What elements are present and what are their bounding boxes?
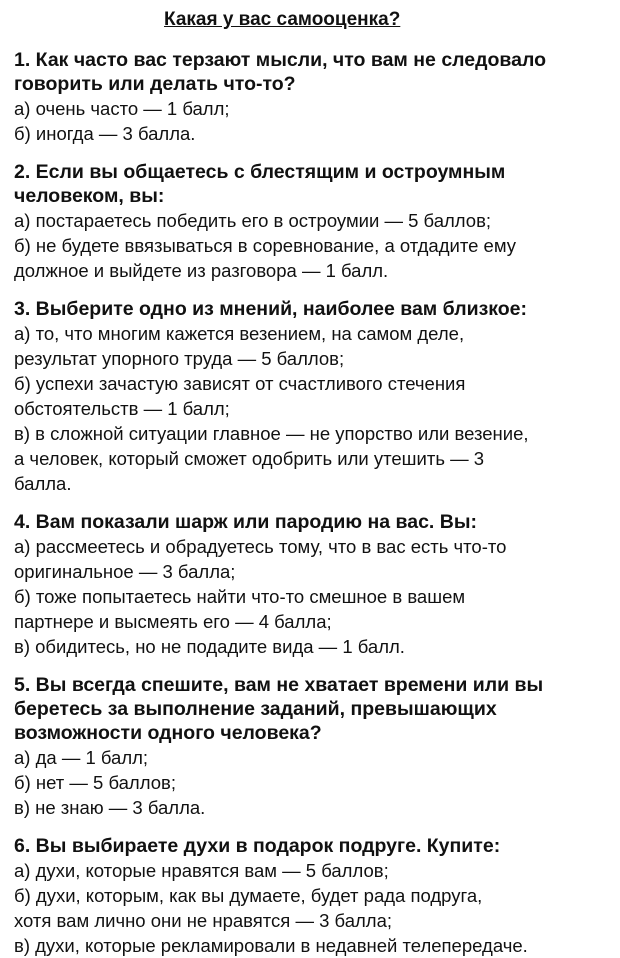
question-text-line: беретесь за выполнение заданий, превышающих [14, 698, 497, 720]
answer-option: в) духи, которые рекламировали в недавней телепередаче. [14, 935, 528, 956]
question-text-line: 2. Если вы общаетесь с блестящим и остроумным [14, 161, 506, 183]
answer-option: б) не будете ввязываться в соревнование, а отдадите ему [14, 235, 516, 256]
answer-option: б) успехи зачастую зависят от счастливого стечения [14, 373, 466, 394]
answer-option: б) нет — 5 баллов; [14, 772, 176, 793]
answer-option: б) тоже попытаетесь найти что-то смешное в вашем [14, 586, 466, 607]
question-2 [14, 160, 614, 283]
answer-option: должное и выйдете из разговора — 1 балл. [14, 260, 389, 281]
question-text-line: 6. Вы выбираете духи в подарок подруге. Купите: [14, 835, 501, 857]
answer-option: балла. [14, 473, 72, 494]
answer-option: а) постараетесь победить его в остроумии — 5 баллов; [14, 210, 492, 231]
answer-option: в) обидитесь, но не подадите вида — 1 балл. [14, 636, 405, 657]
answer-option: оригинальное — 3 балла; [14, 561, 236, 582]
answer-option: а) да — 1 балл; [14, 747, 149, 768]
question-4 [14, 510, 614, 659]
question-text-line: 3. Выберите одно из мнений, наиболее вам близкое: [14, 298, 528, 320]
quiz-document [14, 0, 614, 958]
answer-option: хотя вам лично они не нравятся — 3 балла; [14, 910, 393, 931]
question-text-line: говорить или делать что-то? [14, 73, 296, 95]
answer-option: а) то, что многим кажется везением, на самом деле, [14, 323, 465, 344]
answer-option: партнере и высмеять его — 4 балла; [14, 611, 332, 632]
question-6 [14, 834, 614, 958]
question-5 [14, 673, 614, 820]
question-text-line: 1. Как часто вас терзают мысли, что вам не следовало [14, 49, 547, 71]
answer-option: в) в сложной ситуации главное — не упорство или везение, [14, 423, 529, 444]
answer-option: б) иногда — 3 балла. [14, 123, 196, 144]
answer-option: б) духи, которым, как вы думаете, будет рада подруга, [14, 885, 483, 906]
page-title: Какая у вас самооценка? [164, 9, 401, 30]
question-text-line: 4. Вам показали шарж или пародию на вас. Вы: [14, 511, 477, 533]
answer-option: а) очень часто — 1 балл; [14, 98, 230, 119]
answer-option: обстоятельств — 1 балл; [14, 398, 230, 419]
answer-option: а) духи, которые нравятся вам — 5 баллов; [14, 860, 389, 881]
question-text-line: возможности одного человека? [14, 722, 322, 744]
question-1 [14, 48, 614, 146]
answer-option: результат упорного труда — 5 баллов; [14, 348, 345, 369]
question-3 [14, 297, 614, 496]
question-text-line: 5. Вы всегда спешите, вам не хватает времени или вы [14, 674, 544, 696]
answer-option: в) не знаю — 3 балла. [14, 797, 206, 818]
question-text-line: человеком, вы: [14, 185, 165, 207]
answer-option: а человек, который сможет одобрить или утешить — 3 [14, 448, 485, 469]
answer-option: а) рассмеетесь и обрадуетесь тому, что в вас есть что-то [14, 536, 507, 557]
